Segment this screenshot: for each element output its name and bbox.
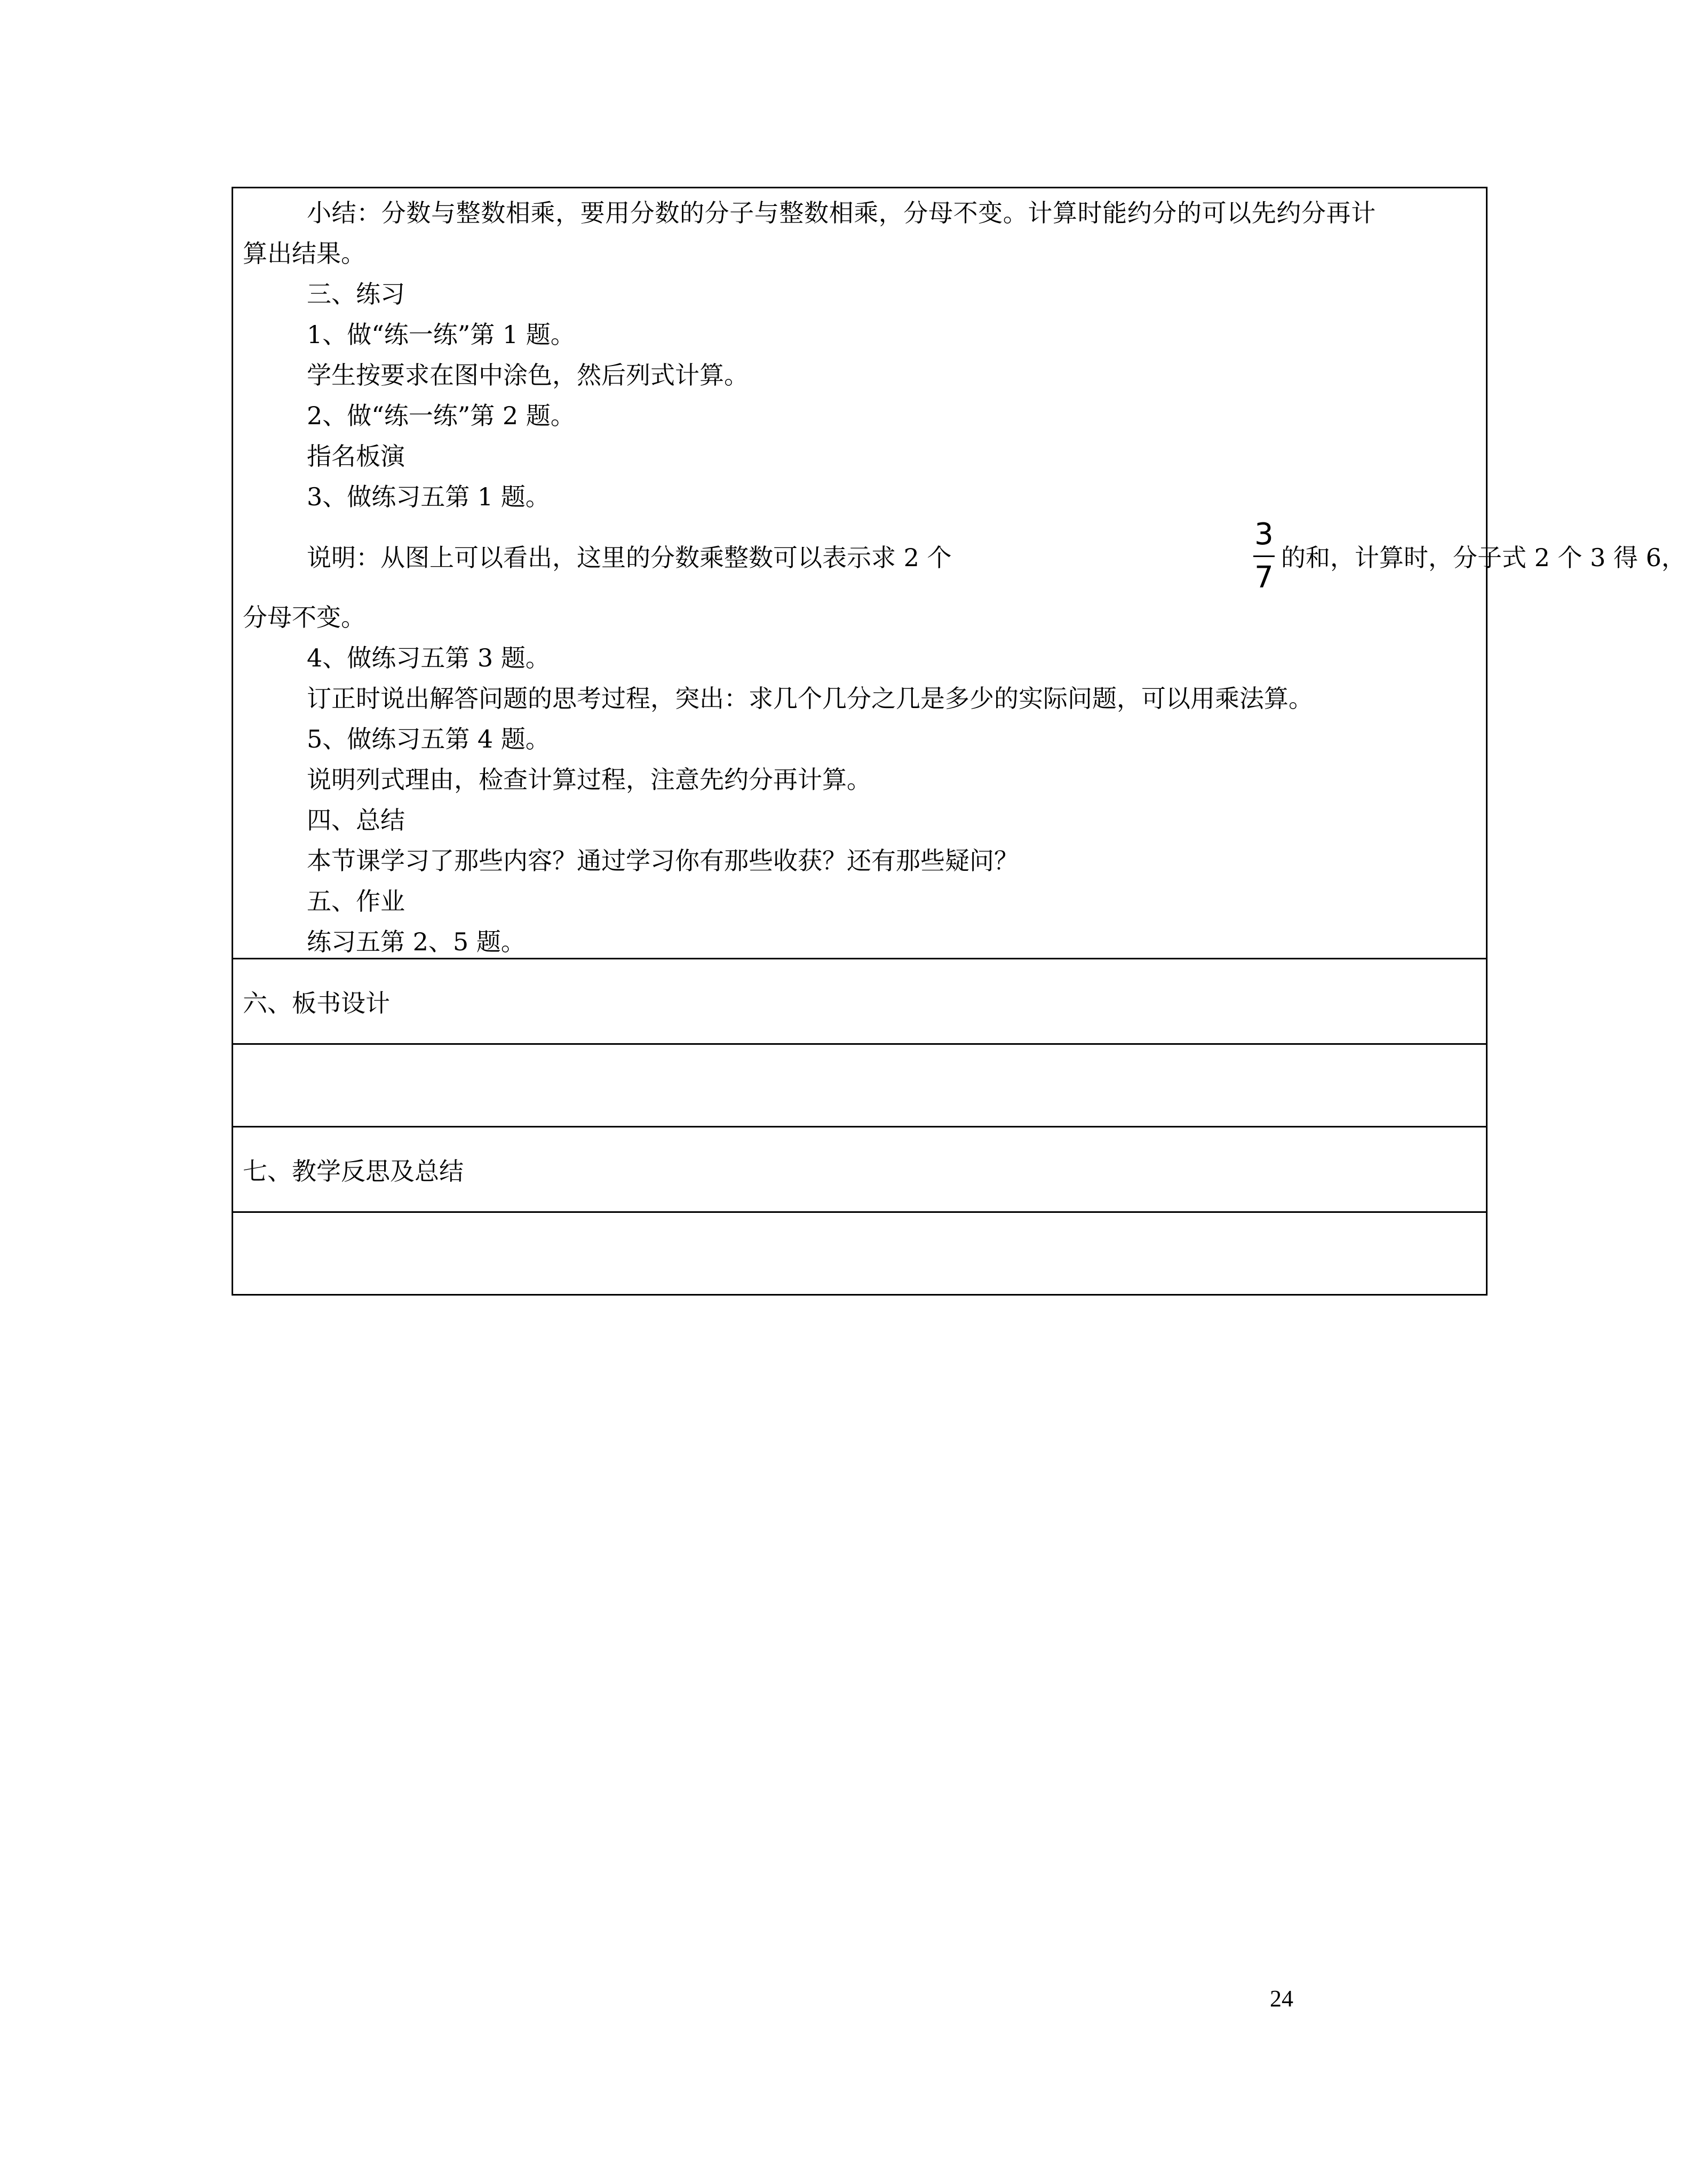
board-design-label: 六、板书设计 — [243, 988, 390, 1018]
fraction-three-sevenths — [1251, 517, 1277, 595]
summary-line-1: 小结：分数与整数相乘，要用分数的分子与整数相乘，分母不变。计算时能约分的可以先约分再计 — [307, 198, 1376, 227]
exercise-item-3-note-cont: 分母不变。 — [243, 603, 365, 632]
exercise-item-4: 4、做练习五第 3 题。 — [307, 644, 550, 672]
exercise-item-5: 5、做练习五第 4 题。 — [307, 725, 550, 753]
board-design-blank-row — [233, 1043, 1486, 1126]
exercise-item-1-note: 学生按要求在图中涂色，然后列式计算。 — [307, 361, 749, 390]
reflection-label: 七、教学反思及总结 — [243, 1156, 464, 1186]
section-5-text: 练习五第 2、5 题。 — [307, 927, 526, 956]
board-design-label-row — [233, 958, 1486, 1043]
lesson-plan-table — [232, 187, 1686, 1296]
reflection-blank-row — [233, 1211, 1486, 1294]
exercise-item-1: 1、做“练一练”第 1 题。 — [307, 320, 575, 349]
note-text-before-fraction: 说明：从图上可以看出，这里的分数乘整数可以表示求 2 个 — [307, 543, 952, 572]
exercise-item-3-note — [243, 517, 1686, 597]
fraction-numerator: 3 — [1254, 517, 1274, 552]
exercise-item-2-note: 指名板演 — [307, 442, 405, 471]
exercise-item-3: 3、做练习五第 1 题。 — [307, 482, 550, 511]
exercise-item-2: 2、做“练一练”第 2 题。 — [307, 401, 575, 430]
summary-line-2: 算出结果。 — [243, 239, 365, 268]
reflection-label-row — [233, 1126, 1486, 1211]
section-4-text: 本节课学习了那些内容？通过学习你有那些收获？还有那些疑问？ — [307, 846, 1019, 875]
note-text-after-fraction: 的和，计算时，分子式 2 个 3 得 6， — [1281, 543, 1686, 572]
section-4-title: 四、总结 — [307, 806, 405, 835]
lesson-content-row — [233, 188, 1686, 958]
fraction-denominator: 7 — [1254, 560, 1274, 595]
section-5-title: 五、作业 — [307, 887, 405, 916]
exercise-item-4-note: 订正时说出解答问题的思考过程，突出：求几个几分之几是多少的实际问题，可以用乘法算。 — [307, 684, 1313, 713]
lesson-content-cell — [233, 188, 1686, 958]
page-number: 24 — [1270, 1986, 1293, 2012]
exercise-item-5-note: 说明列式理由，检查计算过程，注意先约分再计算。 — [307, 765, 871, 794]
section-3-title: 三、练习 — [307, 280, 405, 308]
fraction-bar — [1253, 555, 1275, 557]
